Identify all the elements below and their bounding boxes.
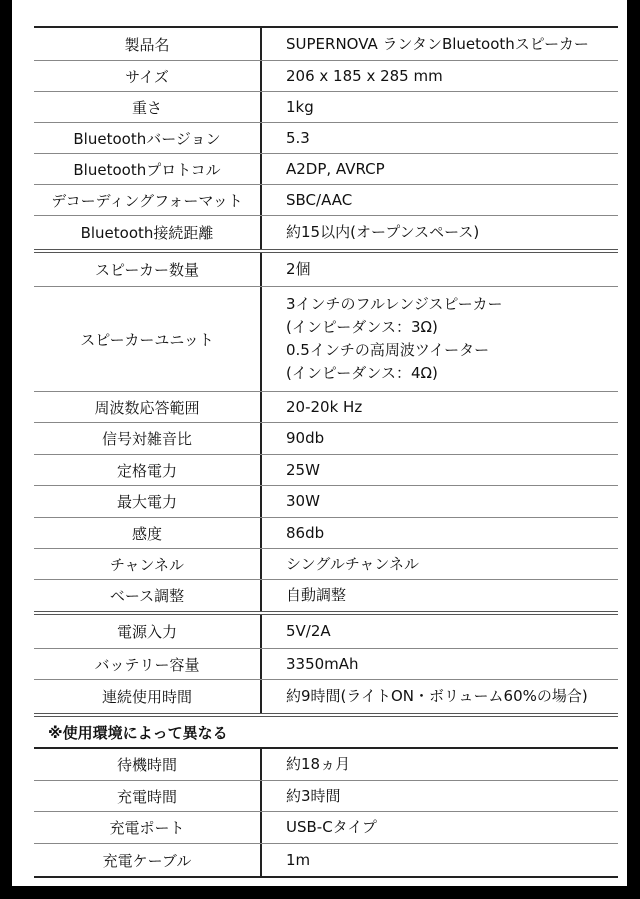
spec-value-line: A2DP, AVRCP: [286, 159, 385, 178]
spec-label: 待機時間: [116, 756, 177, 774]
spec-label: スピーカー数量: [94, 261, 200, 279]
spec-value-line: 0.5インチの高周波ツイーター: [286, 341, 490, 359]
spec-value-line: 90db: [286, 429, 325, 447]
spec-value: [260, 287, 618, 391]
spec-label: Bluetoothプロトコル: [73, 160, 221, 179]
spec-label: Bluetoothバージョン: [73, 129, 221, 148]
spec-value: [260, 486, 618, 517]
spec-label: 最大電力: [116, 493, 177, 511]
spec-value-line: 206 x 185 x 285 mm: [286, 66, 443, 85]
spec-value-line: 5V/2A: [286, 622, 331, 640]
spec-label: 連続使用時間: [101, 688, 192, 706]
spec-value: [260, 216, 618, 249]
spec-value: [260, 781, 618, 811]
spec-label: 製品名: [124, 35, 170, 54]
spec-value-line: 約9時間(ライトON・ボリューム60%の場合): [286, 687, 588, 705]
spec-value: [260, 844, 618, 876]
spec-value-line: 約3時間: [286, 786, 341, 805]
spec-value-line: SBC/AAC: [286, 190, 353, 209]
spec-value: [260, 392, 618, 422]
spec-value-line: (インピーダンス：4Ω): [286, 364, 438, 382]
spec-table: [34, 26, 618, 878]
spec-value-line: 3インチのフルレンジスピーカー: [286, 295, 503, 313]
spec-row: [34, 518, 618, 549]
spec-value: [260, 455, 618, 485]
spec-value: [260, 749, 618, 780]
spec-row: [34, 812, 618, 844]
usage-note: ※使用環境によって異なる: [34, 717, 618, 749]
spec-value: [260, 253, 618, 286]
spec-value: [260, 92, 618, 122]
spec-row: [34, 154, 618, 185]
spec-row: [34, 287, 618, 392]
spec-label: 充電ポート: [109, 819, 185, 837]
spec-row: [34, 392, 618, 423]
spec-value: [260, 154, 618, 184]
spec-label: 電源入力: [116, 623, 177, 641]
spec-row: [34, 844, 618, 878]
spec-row: [34, 580, 618, 615]
spec-row: [34, 680, 618, 717]
spec-row: [34, 549, 618, 580]
spec-row: [34, 123, 618, 154]
spec-row: [34, 216, 618, 253]
spec-value: [260, 28, 618, 60]
spec-value: [260, 123, 618, 153]
spec-row: [34, 423, 618, 455]
spec-label: 信号対雑音比: [101, 430, 192, 448]
spec-label: 重さ: [131, 98, 162, 117]
spec-label: スピーカーユニット: [80, 330, 214, 349]
spec-value: [260, 185, 618, 215]
spec-value: [260, 518, 618, 548]
spec-value-line: 25W: [286, 460, 320, 479]
spec-value: [260, 580, 618, 611]
spec-row: [34, 28, 618, 61]
spec-label: Bluetooth接続距離: [80, 224, 214, 242]
spec-label: ベース調整: [109, 587, 185, 605]
spec-value-line: 30W: [286, 492, 320, 510]
spec-label: チャンネル: [109, 555, 185, 574]
spec-value: [260, 680, 618, 713]
spec-value-line: 1m: [286, 850, 311, 869]
spec-value-line: 2個: [286, 260, 311, 278]
spec-label: 充電ケーブル: [102, 851, 192, 870]
spec-value-line: USB-Cタイプ: [286, 818, 377, 836]
spec-value: [260, 423, 618, 454]
spec-label: バッテリー容量: [94, 655, 200, 674]
spec-value-line: 約18ヵ月: [286, 755, 351, 773]
spec-value-line: SUPERNOVA ランタンBluetoothスピーカー: [286, 34, 589, 53]
spec-value-line: 約15以内(オープンスペース): [286, 223, 480, 241]
spec-value: [260, 615, 618, 648]
spec-value-line: 20-20k Hz: [286, 397, 363, 416]
spec-label: 充電時間: [116, 787, 177, 806]
spec-row: [34, 455, 618, 486]
spec-value-line: (インピーダンス：3Ω): [286, 318, 438, 336]
spec-row: [34, 61, 618, 92]
spec-value: [260, 61, 618, 91]
spec-value-line: 1kg: [286, 97, 314, 116]
spec-label: サイズ: [125, 67, 169, 86]
spec-value-line: シングルチャンネル: [286, 554, 419, 573]
spec-row: [34, 92, 618, 123]
spec-row: [34, 781, 618, 812]
spec-row: [34, 486, 618, 518]
spec-value-line: 5.3: [286, 128, 310, 147]
spec-value-line: 3350mAh: [286, 654, 359, 673]
spec-value: [260, 549, 618, 579]
spec-value: [260, 812, 618, 843]
spec-row: [34, 615, 618, 649]
spec-label: 周波数応答範囲: [94, 398, 200, 417]
spec-label: 感度: [131, 524, 162, 543]
spec-row: [34, 253, 618, 287]
spec-row: [34, 749, 618, 781]
spec-label: 定格電力: [116, 461, 177, 480]
spec-sheet: [12, 0, 627, 886]
spec-label: デコーディングフォーマット: [51, 191, 243, 210]
spec-row: [34, 185, 618, 216]
spec-row: [34, 649, 618, 680]
spec-value: [260, 649, 618, 679]
spec-value-line: 86db: [286, 523, 325, 542]
spec-value-line: 自動調整: [286, 586, 347, 604]
